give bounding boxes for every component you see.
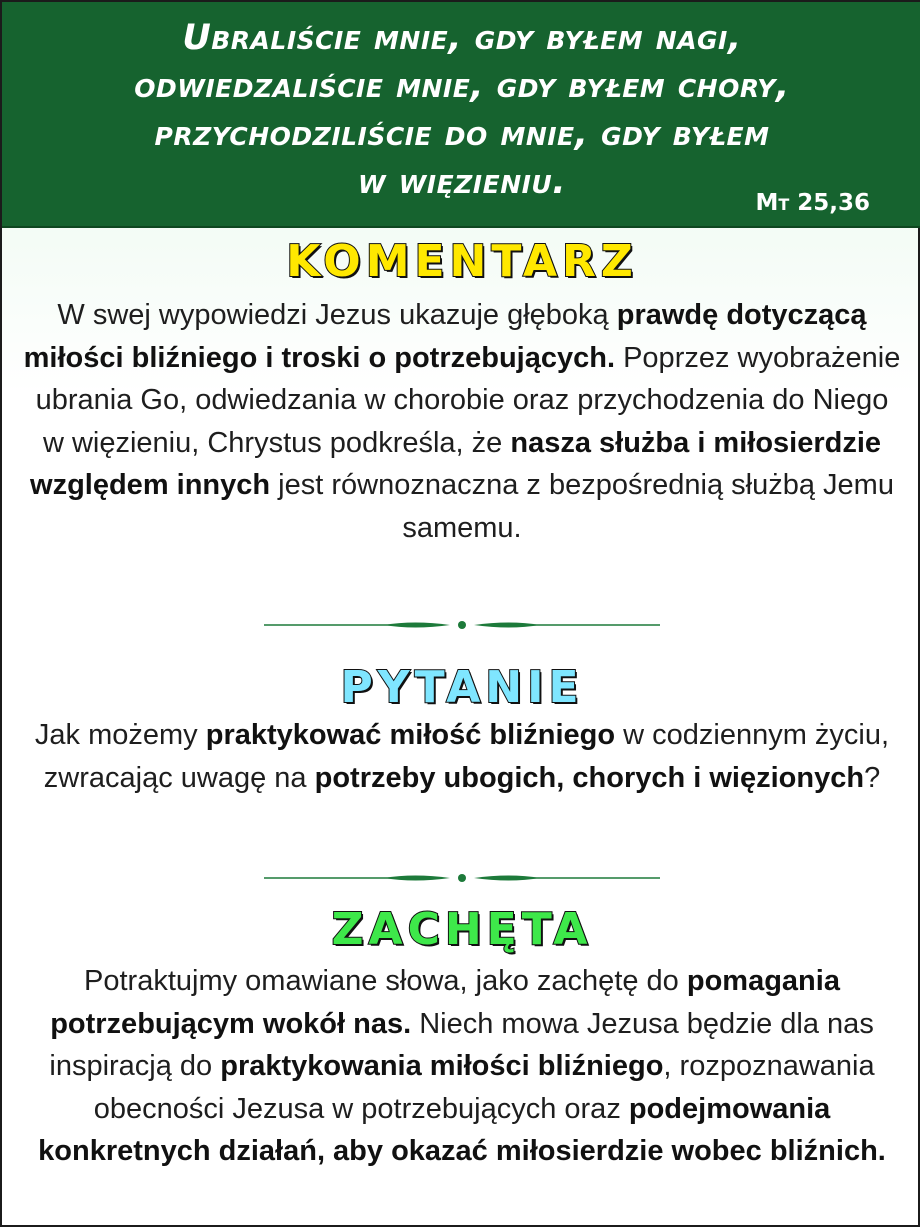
- section-title-pytanie: PYTANIE: [340, 662, 584, 713]
- body-text: Niech mowa Jezusa będzie dla nas inspiracją do: [49, 1007, 874, 1082]
- quote-banner: [2, 2, 920, 228]
- quote-line: odwiedzaliście mnie, gdy byłem chory,: [134, 66, 790, 106]
- body-text: jest równoznaczna z bezpośrednią służbą Jemu samemu.: [270, 469, 894, 544]
- body-text: Potraktujmy omawiane słowa, jako zachętę do: [84, 965, 687, 997]
- section-title-komentarz: KOMENTARZ: [286, 236, 638, 287]
- body-text: W swej wypowiedzi Jezus ukazuje głęboką: [57, 299, 617, 331]
- body-text: , rozpoznawania obecności Jezusa w potrzebujących oraz: [93, 1050, 875, 1125]
- quote-line: w więzieniu.: [357, 162, 567, 202]
- quote-reference: Mt 25,36: [755, 190, 870, 216]
- ornament-divider: [264, 871, 660, 885]
- komentarz-paragraph: [22, 294, 902, 549]
- emphasis-text: praktykowania miłości bliźniego: [220, 1050, 664, 1082]
- quote-line: Ubraliście mnie, gdy byłem nagi,: [182, 18, 742, 58]
- body-text: ?: [864, 761, 881, 794]
- emphasis-text: nasza służba i miłosierdzie względem innych: [30, 426, 882, 501]
- body-text: Jak możemy: [34, 719, 206, 751]
- body-text: Poprzez wyobrażenie ubrania Go, odwiedzania w chorobie oraz przychodzenia do Niego w więzieniu, Chrystus podkreśla, że: [35, 341, 901, 459]
- zacheta-paragraph: [22, 960, 902, 1173]
- quote-line: przychodziliście do mnie, gdy byłem: [154, 114, 770, 154]
- emphasis-text: prawdę dotyczącą miłości bliźniego i troski o potrzebujących.: [23, 299, 867, 374]
- bible-quote: [42, 14, 882, 206]
- body-text: w codziennym życiu, zwracając uwagę na: [43, 719, 890, 794]
- section-title-zacheta: ZACHĘTA: [331, 904, 593, 955]
- ornament-divider: [264, 618, 660, 632]
- emphasis-text: praktykować miłość bliźniego: [205, 719, 616, 751]
- emphasis-text: pomagania potrzebującym wokół nas.: [50, 965, 840, 1040]
- emphasis-text: podejmowania konkretnych działań, aby okazać miłosierdzie wobec bliźnich.: [38, 1092, 886, 1167]
- emphasis-text: potrzeby ubogich, chorych i więzionych: [314, 761, 865, 794]
- pytanie-paragraph: [22, 714, 902, 799]
